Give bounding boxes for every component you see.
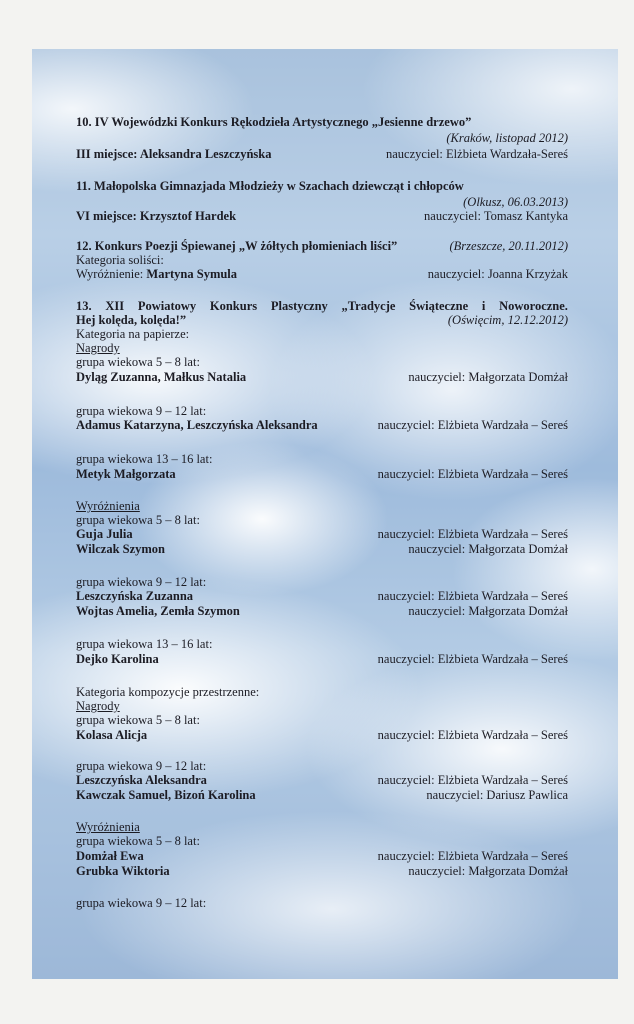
title-word: Plastyczny — [270, 299, 328, 313]
age-group-label: grupa wiekowa 5 – 8 lat: — [76, 834, 200, 848]
award-teacher: nauczyciel: Elżbieta Wardzała – Sereś — [377, 728, 568, 742]
section-11-title: 11. Małopolska Gimnazjada Młodzieży w Szachach dziewcząt i chłopców — [76, 179, 464, 193]
section-12-teacher: nauczyciel: Joanna Krzyżak — [427, 267, 568, 281]
title-word: 13. — [76, 299, 92, 313]
title-word: Konkurs — [209, 299, 258, 313]
award-teacher: nauczyciel: Elżbieta Wardzała – Sereś — [377, 652, 568, 666]
section-13-title-line1 — [76, 299, 568, 313]
section-10-result: III miejsce: Aleksandra Leszczyńska — [76, 147, 272, 161]
title-word: XII — [105, 299, 125, 313]
award-teacher: nauczyciel: Elżbieta Wardzała – Sereś — [377, 589, 568, 603]
section-10-place: (Kraków, listopad 2012) — [446, 131, 568, 145]
category-paper: Kategoria na papierze: — [76, 327, 190, 341]
award-teacher: nauczyciel: Elżbieta Wardzała – Sereś — [377, 773, 568, 787]
wyroznienia-heading: Wyróżnienia — [76, 499, 140, 513]
age-group-label: grupa wiekowa 9 – 12 lat: — [76, 575, 207, 589]
title-word: i — [481, 299, 486, 313]
title-word: Powiatowy — [137, 299, 197, 313]
award-names: Wilczak Szymon — [76, 542, 166, 556]
age-group-label: grupa wiekowa 9 – 12 lat: — [76, 896, 207, 910]
category-spatial: Kategoria kompozycje przestrzenne: — [76, 685, 260, 699]
award-names: Kawczak Samuel, Bizoń Karolina — [76, 788, 256, 802]
section-13-place: (Oświęcim, 12.12.2012) — [447, 313, 568, 327]
award-names: Metyk Małgorzata — [76, 467, 176, 481]
award-teacher: nauczyciel: Elżbieta Wardzała – Sereś — [377, 527, 568, 541]
title-word: Świąteczne — [409, 299, 469, 313]
document-page — [32, 49, 618, 979]
section-12-title: 12. Konkurs Poezji Śpiewanej „W żółtych płomieniach liści” — [76, 239, 398, 253]
section-13-title-line2: Hej kolęda, kolęda!” — [76, 313, 187, 327]
wyroznienia-heading: Wyróżnienia — [76, 820, 140, 834]
award-teacher: nauczyciel: Małgorzata Domżał — [408, 542, 568, 556]
award-teacher: nauczyciel: Elżbieta Wardzała – Sereś — [377, 467, 568, 481]
award-teacher: nauczyciel: Małgorzata Domżał — [408, 604, 568, 618]
award-names: Domżał Ewa — [76, 849, 144, 863]
award-names: Adamus Katarzyna, Leszczyńska Aleksandra — [76, 418, 318, 432]
award-teacher: nauczyciel: Elżbieta Wardzała – Sereś — [377, 418, 568, 432]
title-word: „Tradycje — [341, 299, 396, 313]
age-group-label: grupa wiekowa 5 – 8 lat: — [76, 713, 200, 727]
award-teacher: nauczyciel: Dariusz Pawlica — [426, 788, 568, 802]
age-group-label: grupa wiekowa 5 – 8 lat: — [76, 513, 200, 527]
result-name: Martyna Symula — [146, 267, 238, 281]
award-teacher: nauczyciel: Małgorzata Domżał — [408, 864, 568, 878]
nagrody-heading: Nagrody — [76, 699, 120, 713]
age-group-label: grupa wiekowa 9 – 12 lat: — [76, 759, 207, 773]
age-group-label: grupa wiekowa 13 – 16 lat: — [76, 452, 213, 466]
award-names: Dyląg Zuzanna, Małkus Natalia — [76, 370, 247, 384]
award-names: Leszczyńska Zuzanna — [76, 589, 194, 603]
age-group-label: grupa wiekowa 5 – 8 lat: — [76, 355, 200, 369]
award-names: Guja Julia — [76, 527, 133, 541]
section-10-teacher: nauczyciel: Elżbieta Wardzała-Sereś — [386, 147, 568, 161]
award-names: Kolasa Alicja — [76, 728, 148, 742]
section-12-category: Kategoria soliści: — [76, 253, 164, 267]
award-teacher: nauczyciel: Elżbieta Wardzała – Sereś — [377, 849, 568, 863]
section-11-teacher: nauczyciel: Tomasz Kantyka — [424, 209, 568, 223]
award-names: Wojtas Amelia, Zemła Szymon — [76, 604, 240, 618]
section-12-result — [76, 267, 237, 281]
result-label: Wyróżnienie: — [76, 267, 147, 281]
award-teacher: nauczyciel: Małgorzata Domżał — [408, 370, 568, 384]
award-names: Dejko Karolina — [76, 652, 159, 666]
section-11-result: VI miejsce: Krzysztof Hardek — [76, 209, 237, 223]
age-group-label: grupa wiekowa 9 – 12 lat: — [76, 404, 207, 418]
section-11-place: (Olkusz, 06.03.2013) — [463, 195, 568, 209]
section-10-title: 10. IV Wojewódzki Konkurs Rękodzieła Artystycznego „Jesienne drzewo” — [76, 115, 472, 129]
title-word: Noworoczne. — [499, 299, 568, 313]
age-group-label: grupa wiekowa 13 – 16 lat: — [76, 637, 213, 651]
nagrody-heading: Nagrody — [76, 341, 120, 355]
award-names: Grubka Wiktoria — [76, 864, 170, 878]
award-names: Leszczyńska Aleksandra — [76, 773, 207, 787]
section-12-place: (Brzeszcze, 20.11.2012) — [449, 239, 568, 253]
